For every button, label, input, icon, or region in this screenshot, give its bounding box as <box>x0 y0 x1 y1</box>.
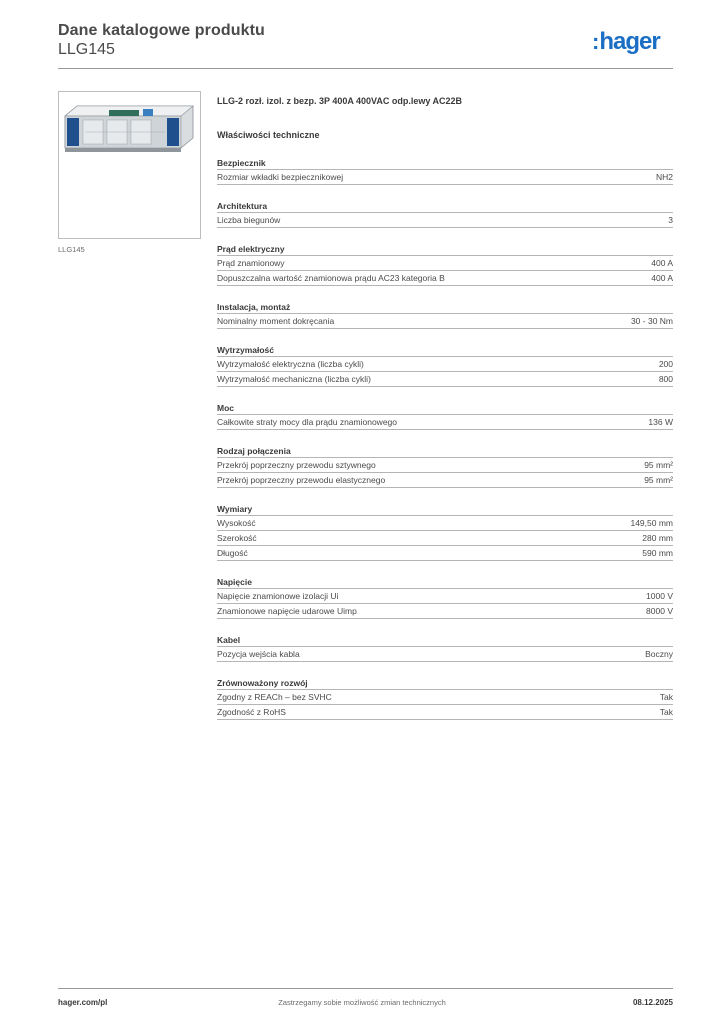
property-group <box>217 344 673 387</box>
property-group <box>217 243 673 286</box>
property-row <box>217 546 673 561</box>
property-row <box>217 372 673 387</box>
footer-divider <box>58 988 673 989</box>
property-value: 149,50 mm <box>630 518 673 528</box>
property-row <box>217 458 673 473</box>
property-label: Długość <box>217 548 248 558</box>
property-value: Boczny <box>645 649 673 659</box>
property-label: Wytrzymałość mechaniczna (liczba cykli) <box>217 374 371 384</box>
property-row <box>217 256 673 271</box>
property-label: Całkowite straty mocy dla prądu znamionowego <box>217 417 398 427</box>
property-label: Prąd znamionowy <box>217 258 285 268</box>
property-row <box>217 647 673 662</box>
product-details <box>217 96 673 720</box>
property-label: Szerokość <box>217 533 257 543</box>
footer-website: hager.com/pl <box>58 998 108 1007</box>
property-value: 400 A <box>651 273 673 283</box>
property-row <box>217 531 673 546</box>
product-image <box>58 91 201 239</box>
property-label: Przekrój poprzeczny przewodu elastycznego <box>217 475 386 485</box>
property-label: Znamionowe napięcie udarowe Uimp <box>217 606 357 616</box>
product-name: LLG-2 rozł. izol. z bezp. 3P 400A 400VAC odp.lewy AC22B <box>217 96 463 106</box>
footer-disclaimer: Zastrzegamy sobie możliwość zmian technicznych <box>278 998 446 1007</box>
property-label: Nominalny moment dokręcania <box>217 316 335 326</box>
header-divider <box>58 68 673 69</box>
property-group-title: Prąd elektryczny <box>217 243 673 256</box>
logo-text: hager <box>599 28 660 55</box>
property-label: Przekrój poprzeczny przewodu sztywnego <box>217 460 376 470</box>
property-row <box>217 473 673 488</box>
property-value: 590 mm <box>642 548 673 558</box>
property-group <box>217 576 673 619</box>
property-value: NH2 <box>655 172 673 182</box>
property-value: Tak <box>659 692 673 702</box>
property-row <box>217 604 673 619</box>
property-label: Pozycja wejścia kabla <box>217 649 300 659</box>
footer-date: 08.12.2025 <box>632 998 673 1007</box>
property-group-title: Napięcie <box>217 576 673 589</box>
property-group <box>217 157 673 185</box>
property-group-title: Instalacja, montaż <box>217 301 673 314</box>
property-row <box>217 314 673 329</box>
property-value: 280 mm <box>642 533 673 543</box>
property-row <box>217 415 673 430</box>
property-group <box>217 402 673 430</box>
property-row <box>217 271 673 286</box>
property-value: 95 mm² <box>644 460 673 470</box>
property-label: Dopuszczalna wartość znamionowa prądu AC23 kategoria B <box>217 273 445 283</box>
property-value: 95 mm² <box>644 475 673 485</box>
property-label: Wysokość <box>217 518 256 528</box>
property-group-title: Zrównoważony rozwój <box>217 677 673 690</box>
property-row <box>217 170 673 185</box>
property-groups <box>217 157 673 720</box>
hager-logo: :hager <box>592 28 660 55</box>
property-group <box>217 503 673 561</box>
property-value: 800 <box>658 374 673 384</box>
property-group-title: Moc <box>217 402 673 415</box>
property-value: 3 <box>668 215 673 225</box>
property-value: 8000 V <box>646 606 673 616</box>
product-photo-icon <box>59 92 200 238</box>
property-label: Napięcie znamionowe izolacji Ui <box>217 591 339 601</box>
property-group <box>217 634 673 662</box>
property-row <box>217 516 673 531</box>
property-group-title: Wytrzymałość <box>217 344 673 357</box>
property-value: Tak <box>659 707 673 717</box>
property-group-title: Wymiary <box>217 503 673 516</box>
document-header <box>58 22 265 59</box>
technical-properties-heading: Właściwości techniczne <box>217 130 320 140</box>
property-row <box>217 705 673 720</box>
property-group <box>217 301 673 329</box>
property-value: 30 - 30 Nm <box>630 316 673 326</box>
property-label: Zgodny z REACh – bez SVHC <box>217 692 332 702</box>
property-label: Rozmiar wkładki bezpiecznikowej <box>217 172 344 182</box>
property-row <box>217 357 673 372</box>
property-label: Zgodność z RoHS <box>217 707 286 717</box>
property-value: 400 A <box>651 258 673 268</box>
property-group <box>217 677 673 720</box>
property-group-title: Rodzaj połączenia <box>217 445 673 458</box>
property-group-title: Bezpiecznik <box>217 157 673 170</box>
property-label: Wytrzymałość elektryczna (liczba cykli) <box>217 359 364 369</box>
property-group-title: Kabel <box>217 634 673 647</box>
page-title: Dane katalogowe produktu <box>58 22 265 39</box>
property-value: 200 <box>658 359 673 369</box>
property-value: 1000 V <box>646 591 673 601</box>
product-image-caption: LLG145 <box>58 245 85 254</box>
property-label: Liczba biegunów <box>217 215 281 225</box>
property-row <box>217 589 673 604</box>
property-row <box>217 213 673 228</box>
property-row <box>217 690 673 705</box>
property-group-title: Architektura <box>217 200 673 213</box>
product-code: LLG145 <box>58 41 115 58</box>
property-value: 136 W <box>648 417 673 427</box>
property-group <box>217 445 673 488</box>
property-group <box>217 200 673 228</box>
